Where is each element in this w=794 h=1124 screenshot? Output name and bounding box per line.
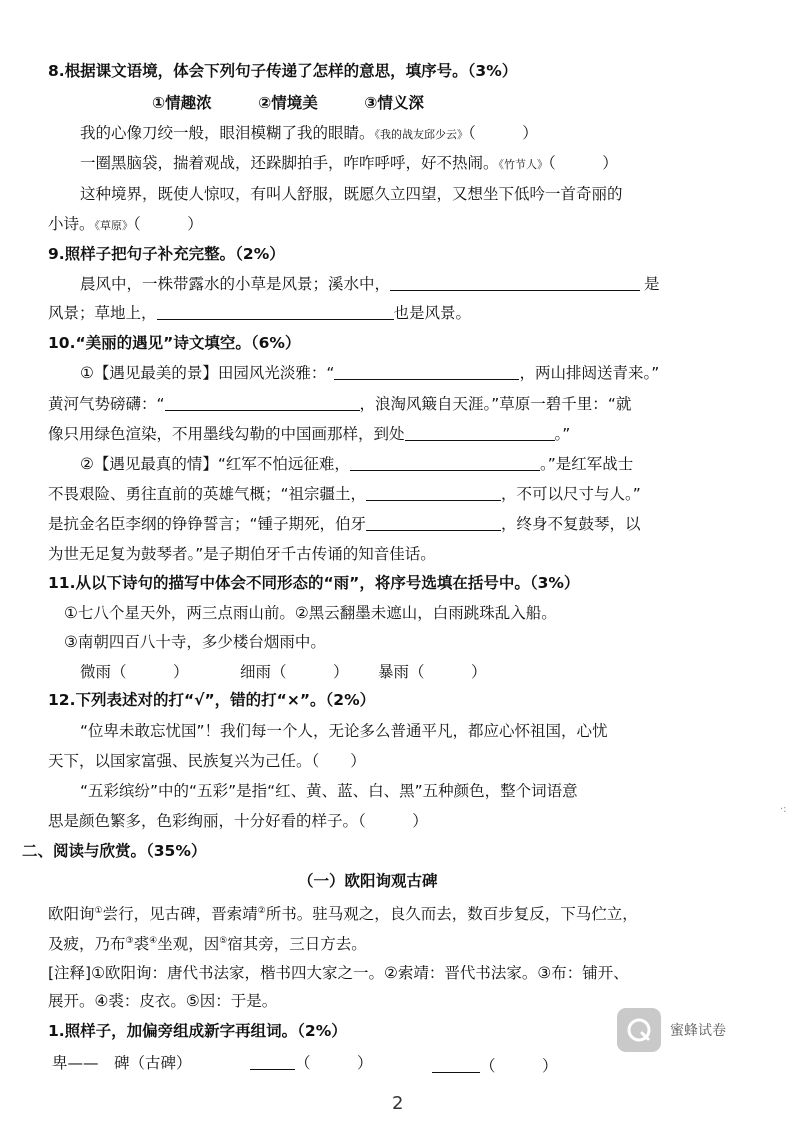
q12-line-2: 天下，以国家富强、民族复兴为己任。（ ） — [48, 752, 366, 770]
passage-line-1 — [48, 900, 638, 925]
q11-answer-2[interactable]: 细雨（ ） — [240, 663, 349, 681]
passage-text: 坐观，因 — [157, 935, 220, 954]
q10-l3b: 。” — [554, 425, 571, 443]
q9-line-1 — [80, 273, 660, 295]
q10-line-2 — [48, 393, 631, 415]
q10-l6a: 是抗金名臣李纲的铮铮誓言；“锺子期死，伯牙 — [48, 515, 367, 533]
q8-s2-text: 一圈黑脑袋，揣着观战，还跺脚拍手，咋咋呼呼，好不热闹。 — [80, 154, 499, 172]
reading-q1-answer-2[interactable] — [432, 1055, 558, 1077]
q10-blank-5[interactable] — [366, 485, 501, 501]
q10-l4b: 。”是红军战士 — [539, 455, 634, 473]
passage-text: 裘 — [133, 935, 150, 954]
passage-title: （一）欧阳询观古碑 — [298, 872, 438, 890]
q9-title: 9.照样子把句子补充完整。（2%） — [48, 245, 285, 263]
q8-sentence-3-cont — [48, 213, 203, 237]
q10-l2a: 黄河气势磅礴：“ — [48, 395, 165, 413]
passage-text: 尝行，见古碑，晋索靖 — [102, 905, 258, 924]
notes-line-2: 展开。④裘：皮衣。⑤因：于是。 — [48, 992, 278, 1010]
note-mark-3: ③ — [125, 936, 134, 946]
q8-s2-source: 《竹节人》 — [498, 158, 549, 171]
q9-l1b: 是 — [644, 275, 660, 293]
q8-s3b-text: 小诗。 — [48, 215, 95, 233]
q11-answer-3[interactable]: 暴雨（ ） — [378, 663, 487, 681]
q10-blank-2[interactable] — [165, 395, 360, 411]
q10-l2b: ，浪淘风簸自天涯。”草原一碧千里：“就 — [359, 395, 632, 413]
q10-line-4 — [80, 453, 633, 475]
passage-text: 所书。驻马观之，良久而去，数百步复反，下马伫立， — [265, 905, 638, 924]
q10-line-7: 为世无足复为鼓琴者。”是子期伯牙千古传诵的知音佳话。 — [48, 545, 436, 563]
q11-poem-line-1: ①七八个星天外，两三点雨山前。②黑云翻墨未遮山，白雨跳珠乱入船。 — [64, 604, 557, 622]
q12-line-3: “五彩缤纷”中的“五彩”是指“红、黄、蓝、白、黑”五种颜色，整个词语意 — [80, 782, 578, 800]
q8-s2-answer[interactable]: （ ） — [548, 154, 618, 172]
watermark-logo-icon — [617, 1008, 661, 1052]
q11-poem-line-2: ③南朝四百八十寺，多少楼台烟雨中。 — [64, 633, 326, 651]
q10-blank-4[interactable] — [350, 455, 540, 471]
q9-blank-2[interactable] — [157, 304, 394, 320]
note-mark-5: ⑤ — [219, 936, 228, 946]
note-mark-1: ① — [94, 906, 103, 916]
reading-q1-answer-1[interactable] — [250, 1052, 373, 1074]
q10-title: 10.“美丽的遇见”诗文填空。（6%） — [48, 334, 301, 352]
reading-q1-blank-2[interactable] — [432, 1057, 480, 1073]
q9-l1a: 晨风中，一株带露水的小草是风景；溪水中， — [80, 275, 391, 293]
q11-answer-1[interactable]: 微雨（ ） — [80, 663, 189, 681]
reading-q1-title: 1.照样子，加偏旁组成新字再组词。（2%） — [48, 1022, 347, 1040]
q9-blank-1[interactable] — [390, 275, 640, 291]
part2-title: 二、阅读与欣赏。（35%） — [22, 842, 207, 860]
q8-s1-answer[interactable]: （ ） — [468, 124, 538, 142]
reading-q1-paren-2[interactable]: （ ） — [480, 1057, 558, 1075]
q10-blank-6[interactable] — [366, 515, 501, 531]
q12-line-1: “位卑未敢忘忧国”！我们每一个人，无论多么普通平凡，都应心怀祖国，心忧 — [80, 722, 608, 740]
notes-line-1: [注释]①欧阳询：唐代书法家，楷书四大家之一。②索靖：晋代书法家。③布：铺开、 — [48, 964, 629, 982]
q8-sentence-1 — [80, 122, 538, 146]
q11-title: 11.从以下诗句的描写中体会不同形态的“雨”，将序号选填在括号中。（3%） — [48, 574, 580, 592]
passage-text: 宿其旁，三日方去。 — [227, 935, 367, 954]
q9-line-2 — [48, 302, 471, 324]
page-number: 2 — [392, 1093, 404, 1114]
q10-l4a: ②【遇见最真的情】“红军不怕远征难， — [80, 455, 350, 473]
q8-options: ①情趣浓 ②情境美 ③情义深 — [152, 94, 424, 112]
reading-q1-example: 卑—— 碑（古碑） — [52, 1054, 192, 1072]
scan-mark: ·: — [780, 804, 787, 815]
watermark-text: 蜜蜂试卷 — [670, 1023, 726, 1039]
q8-s1-text: 我的心像刀绞一般，眼泪模糊了我的眼睛。 — [80, 124, 375, 142]
q12-title: 12.下列表述对的打“√”，错的打“×”。（2%） — [48, 691, 376, 709]
q10-line-1 — [80, 362, 659, 384]
q8-sentence-2 — [80, 152, 618, 176]
q8-sentence-3: 这种境界，既使人惊叹，有叫人舒服，既愿久立四望，又想坐下低吟一首奇丽的 — [80, 185, 623, 203]
reading-q1-blank-1[interactable] — [250, 1054, 295, 1070]
q10-l1b: ，两山排闼送青来。” — [519, 364, 660, 382]
q12-line-4: 思是颜色繁多，色彩绚丽，十分好看的样子。（ ） — [48, 812, 428, 830]
q10-blank-1[interactable] — [334, 364, 519, 380]
reading-q1-paren-1[interactable]: （ ） — [295, 1054, 373, 1072]
q10-l3a: 像只用绿色渲染，不用墨线勾勒的中国画那样，到处 — [48, 425, 405, 443]
q8-s3-answer[interactable]: （ ） — [133, 215, 203, 233]
q10-l6b: ，终身不复鼓琴，以 — [501, 515, 641, 533]
passage-text: 及疲，乃布 — [48, 935, 126, 954]
q10-l1a: ①【遇见最美的景】田园风光淡雅：“ — [80, 364, 335, 382]
q10-l5b: ，不可以尺寸与人。” — [501, 485, 641, 503]
q9-l2a: 风景；草地上， — [48, 304, 157, 322]
q10-line-3 — [48, 423, 570, 445]
note-mark-4: ④ — [149, 936, 158, 946]
q10-l5a: 不畏艰险、勇往直前的英雄气概；“祖宗疆土， — [48, 485, 367, 503]
q10-line-5 — [48, 483, 641, 505]
q10-blank-3[interactable] — [405, 425, 555, 441]
q8-s3-source: 《草原》 — [94, 219, 134, 232]
passage-line-2 — [48, 930, 367, 955]
q9-l2b: 也是风景。 — [393, 304, 472, 322]
q8-s1-source: 《我的战友邱少云》 — [374, 128, 469, 141]
passage-text: 欧阳询 — [48, 905, 95, 924]
q10-line-6 — [48, 513, 641, 535]
q8-title: 8.根据课文语境，体会下列句子传递了怎样的意思，填序号。（3%） — [48, 62, 518, 80]
note-mark-2: ② — [257, 906, 266, 916]
